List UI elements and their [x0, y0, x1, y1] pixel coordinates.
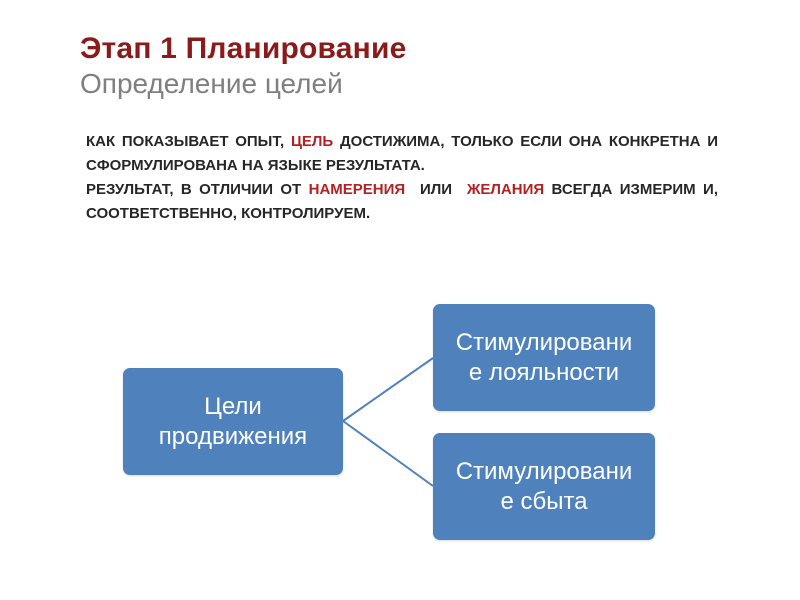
diagram-child-label [456, 328, 633, 388]
diagram-child-line-2: е лояльности [468, 358, 620, 386]
paragraph-1-text-b: ДОСТИЖИМА, ТОЛЬКО ЕСЛИ ОНА КОНКРЕТНА И СФОРМУЛИРОВАНА НА ЯЗЫКЕ РЕЗУЛЬТАТА. [86, 133, 718, 174]
connector-to-loyalty [343, 358, 433, 421]
slide-subtitle: Определение целей [80, 68, 343, 99]
connector-to-sales [343, 421, 433, 486]
diagram-root-line-1: Цели [204, 392, 262, 420]
diagram-root-label [159, 392, 307, 452]
body-text [86, 130, 718, 226]
diagram-child-node-loyalty [433, 304, 655, 411]
diagram-child-line-2: е сбыта [500, 487, 588, 515]
paragraph-2-text-a: РЕЗУЛЬТАТ, В ОТЛИЧИИ ОТ [86, 181, 309, 198]
paragraph-1 [86, 130, 718, 178]
slide-title: Этап 1 Планирование [80, 32, 407, 65]
highlight-desire: ЖЕЛАНИЯ [466, 181, 545, 198]
paragraph-1-text-a: КАК ПОКАЗЫВАЕТ ОПЫТ, [86, 133, 291, 150]
paragraph-2-text-c: ВСЕГДА ИЗМЕРИМ И, СООТВЕТСТВЕННО, КОНТРОЛИРУЕМ. [86, 181, 718, 222]
highlight-intention: НАМЕРЕНИЯ [308, 181, 406, 198]
diagram-child-line-1: Стимулировани [455, 328, 633, 356]
paragraph-2-text-b: ИЛИ [405, 181, 467, 198]
highlight-goal: ЦЕЛЬ [290, 133, 334, 150]
diagram-root-line-2: продвижения [158, 422, 308, 450]
diagram-child-line-1: Стимулировани [455, 457, 633, 485]
diagram-child-node-sales [433, 433, 655, 540]
diagram-child-label [456, 457, 633, 517]
paragraph-2 [86, 178, 718, 226]
diagram-root-node [123, 368, 343, 475]
